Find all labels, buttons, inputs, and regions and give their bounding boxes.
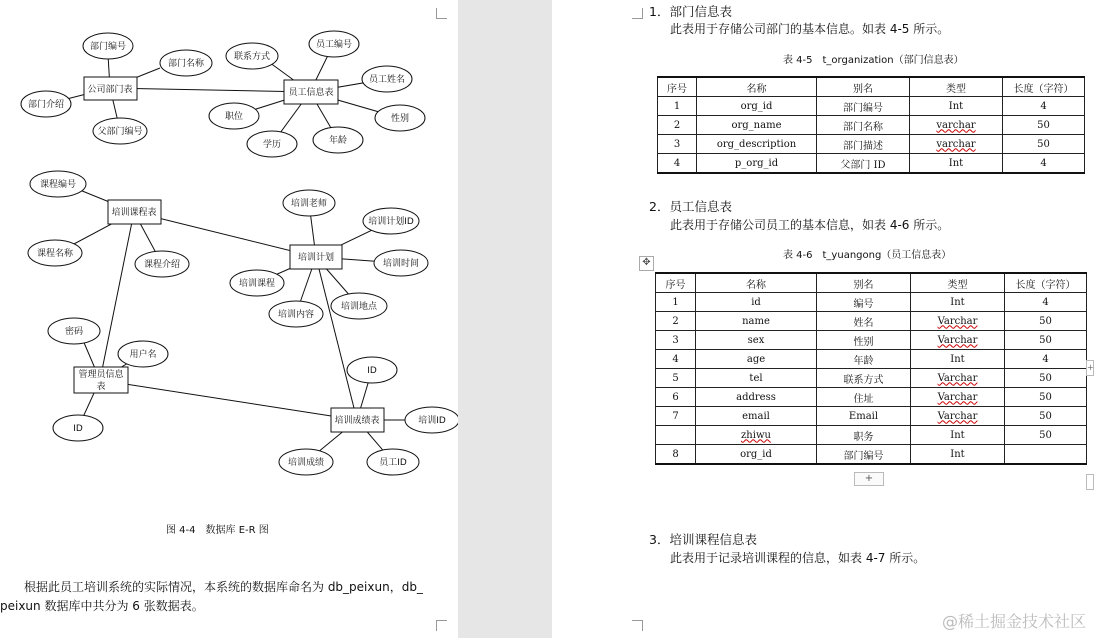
table-row xyxy=(658,135,1085,154)
table-edge-add-icon[interactable]: + xyxy=(1086,360,1094,376)
table-cell[interactable]: Email xyxy=(817,407,911,426)
table-caption: 表 4-6 t_yuangong（员工信息表） xyxy=(783,250,952,261)
entity-label: 培训课程表 xyxy=(111,208,157,218)
table-cell[interactable]: 50 xyxy=(1005,312,1087,331)
section-heading: 3．培训课程信息表 xyxy=(649,532,757,547)
table-header-row xyxy=(656,273,1087,293)
section-description: 此表用于记录培训课程的信息，如表 4-7 所示。 xyxy=(670,551,926,565)
move-handle-icon[interactable]: ✥ xyxy=(639,256,654,271)
table-cell[interactable]: 父部门 ID xyxy=(817,154,910,174)
table-cell[interactable]: Int xyxy=(910,154,1003,174)
table-cell[interactable]: 3 xyxy=(658,135,697,154)
table-header-cell: 名称 xyxy=(696,273,817,293)
attribute-label: 员工编号 xyxy=(315,40,353,50)
table-header-cell: 类型 xyxy=(911,273,1005,293)
attribute-label: 课程介绍 xyxy=(143,260,181,270)
table-cell[interactable]: org_id xyxy=(697,97,817,116)
attribute-label: ID xyxy=(367,366,377,376)
watermark: @稀土掘金技术社区 xyxy=(941,612,1086,631)
table-row xyxy=(656,331,1087,350)
table-cell[interactable]: age xyxy=(696,350,817,369)
table-cell[interactable]: Varchar xyxy=(911,407,1005,426)
table-cell[interactable]: 3 xyxy=(656,331,696,350)
table-cell[interactable]: 7 xyxy=(656,407,696,426)
attribute-label: 培训课程 xyxy=(238,279,276,289)
org-table xyxy=(657,76,1085,174)
table-row xyxy=(656,388,1087,407)
page-corner-mark xyxy=(632,620,643,631)
table-cell[interactable]: 编号 xyxy=(817,293,911,312)
table-row xyxy=(656,293,1087,312)
table-cell[interactable]: 50 xyxy=(1003,116,1085,135)
table-cell[interactable]: 1 xyxy=(658,97,697,116)
table-cell[interactable]: email xyxy=(696,407,817,426)
table-cell[interactable]: 4 xyxy=(1003,97,1085,116)
table-row xyxy=(656,426,1087,445)
table-row xyxy=(658,97,1085,116)
table-row xyxy=(656,312,1087,331)
entity-label: 管理员信息 xyxy=(78,370,124,380)
table-cell[interactable]: 部门编号 xyxy=(817,97,910,116)
table-cell[interactable]: 联系方式 xyxy=(817,369,911,388)
employee-table xyxy=(655,272,1087,465)
table-cell[interactable]: 50 xyxy=(1005,369,1087,388)
table-cell[interactable]: 部门描述 xyxy=(817,135,910,154)
table-cell[interactable]: 50 xyxy=(1005,426,1087,445)
table-cell[interactable]: org_name xyxy=(697,116,817,135)
paragraph-line: peixun 数据库中共分为 6 张数据表。 xyxy=(0,599,204,613)
table-caption: 表 4-5 t_organization（部门信息表） xyxy=(783,55,964,66)
table-row xyxy=(656,407,1087,426)
right-page xyxy=(552,0,1094,638)
table-cell[interactable]: Varchar xyxy=(911,388,1005,407)
attribute-label: 培训成绩 xyxy=(287,458,325,468)
table-header-cell: 别名 xyxy=(817,77,910,97)
table-cell[interactable]: 性别 xyxy=(817,331,911,350)
section-description: 此表用于存储公司部门的基本信息。如表 4-5 所示。 xyxy=(670,22,950,36)
page-corner-mark xyxy=(632,8,643,19)
table-cell[interactable]: org_id xyxy=(696,445,817,465)
table-header-row xyxy=(658,77,1085,97)
table-cell[interactable]: 4 xyxy=(658,154,697,174)
table-header-cell: 序号 xyxy=(656,273,696,293)
table-cell[interactable]: Int xyxy=(911,445,1005,465)
table-header-cell: 名称 xyxy=(697,77,817,97)
table-cell[interactable]: zhiwu xyxy=(696,426,817,445)
attribute-label: 培训计划ID xyxy=(368,217,414,227)
table-row xyxy=(658,154,1085,174)
table-header-cell: 类型 xyxy=(910,77,1003,97)
section-description: 此表用于存储公司员工的基本信息，如表 4-6 所示。 xyxy=(670,218,950,232)
table-cell[interactable]: id xyxy=(696,293,817,312)
table-cell[interactable]: 4 xyxy=(1005,293,1087,312)
table-cell[interactable]: 部门编号 xyxy=(817,445,911,465)
table-cell[interactable]: 4 xyxy=(1005,350,1087,369)
attribute-label: 课程编号 xyxy=(39,180,77,190)
table-cell[interactable]: Varchar xyxy=(911,369,1005,388)
entity-label: 表 xyxy=(96,382,106,392)
entity-label: 培训成绩表 xyxy=(334,416,380,426)
table-cell[interactable]: name xyxy=(696,312,817,331)
attribute-label: 培训地点 xyxy=(340,302,378,312)
entity-label: 培训计划 xyxy=(297,253,335,263)
table-cell[interactable]: 2 xyxy=(658,116,697,135)
add-row-icon[interactable]: + xyxy=(854,472,884,486)
attribute-label: 培训老师 xyxy=(290,199,328,209)
attribute-label: 员工ID xyxy=(379,458,407,468)
attribute-label: 学历 xyxy=(262,140,282,150)
attribute-label: 性别 xyxy=(390,114,410,124)
table-cell[interactable]: 姓名 xyxy=(817,312,911,331)
entity-label: 员工信息表 xyxy=(288,88,334,98)
table-cell[interactable]: 6 xyxy=(656,388,696,407)
table-cell[interactable]: 2 xyxy=(656,312,696,331)
table-cell[interactable]: 部门名称 xyxy=(817,116,910,135)
table-cell[interactable]: 50 xyxy=(1003,135,1085,154)
attribute-label: 部门名称 xyxy=(167,59,205,69)
table-cell[interactable]: Int xyxy=(910,97,1003,116)
left-page xyxy=(0,0,458,638)
table-header-cell: 序号 xyxy=(658,77,697,97)
attribute-label: 父部门编号 xyxy=(97,127,143,137)
table-cell[interactable]: 1 xyxy=(656,293,696,312)
table-cell[interactable]: 住址 xyxy=(817,388,911,407)
figure-caption: 图 4-4 数据库 E-R 图 xyxy=(166,525,269,536)
table-header-cell: 别名 xyxy=(817,273,911,293)
table-row xyxy=(656,350,1087,369)
attribute-label: 课程名称 xyxy=(36,249,74,259)
attribute-label: 部门编号 xyxy=(89,42,127,52)
table-header-cell: 长度（字符） xyxy=(1005,273,1087,293)
attribute-label: 用户名 xyxy=(129,350,157,360)
table-cell[interactable]: Int xyxy=(911,426,1005,445)
table-cell[interactable] xyxy=(656,426,696,445)
table-cell[interactable] xyxy=(1005,445,1087,465)
table-cell[interactable]: varchar xyxy=(910,135,1003,154)
table-cell[interactable]: 50 xyxy=(1005,388,1087,407)
table-cell[interactable]: varchar xyxy=(910,116,1003,135)
attribute-label: ID xyxy=(73,424,83,434)
table-cell[interactable]: tel xyxy=(696,369,817,388)
table-cell[interactable]: Int xyxy=(911,350,1005,369)
paragraph-line: 根据此员工培训系统的实际情况，本系统的数据库命名为 db_peixun，db_ xyxy=(24,580,423,594)
table-row xyxy=(658,116,1085,135)
attribute-label: 年龄 xyxy=(328,136,348,146)
table-row xyxy=(656,445,1087,465)
table-resize-handle[interactable] xyxy=(1086,474,1094,490)
table-cell[interactable]: org_description xyxy=(697,135,817,154)
attribute-label: 培训时间 xyxy=(382,259,420,269)
er-diagram xyxy=(0,0,458,500)
table-cell[interactable]: Varchar xyxy=(911,331,1005,350)
table-cell[interactable]: 50 xyxy=(1005,407,1087,426)
table-cell[interactable]: 8 xyxy=(656,445,696,465)
attribute-label: 部门介绍 xyxy=(27,100,65,110)
attribute-label: 密码 xyxy=(64,327,84,337)
table-cell[interactable]: 50 xyxy=(1005,331,1087,350)
table-cell[interactable]: 5 xyxy=(656,369,696,388)
table-cell[interactable]: 职务 xyxy=(817,426,911,445)
entity-label: 公司部门表 xyxy=(87,85,133,95)
attribute-label: 培训ID xyxy=(418,416,446,426)
table-cell[interactable]: Varchar xyxy=(911,312,1005,331)
table-row xyxy=(656,369,1087,388)
table-cell[interactable]: 年龄 xyxy=(817,350,911,369)
table-cell[interactable]: Int xyxy=(911,293,1005,312)
table-cell[interactable]: 4 xyxy=(656,350,696,369)
table-cell[interactable]: 4 xyxy=(1003,154,1085,174)
table-cell[interactable]: address xyxy=(696,388,817,407)
table-cell[interactable]: p_org_id xyxy=(697,154,817,174)
attribute-label: 联系方式 xyxy=(233,52,271,62)
attribute-label: 职位 xyxy=(224,112,244,122)
table-header-cell: 长度（字符） xyxy=(1003,77,1085,97)
table-cell[interactable]: sex xyxy=(696,331,817,350)
section-heading: 1．部门信息表 xyxy=(649,4,732,19)
attribute-label: 员工姓名 xyxy=(368,75,406,85)
section-heading: 2．员工信息表 xyxy=(649,199,732,214)
page-corner-mark xyxy=(436,620,447,631)
attribute-label: 培训内容 xyxy=(277,310,315,320)
